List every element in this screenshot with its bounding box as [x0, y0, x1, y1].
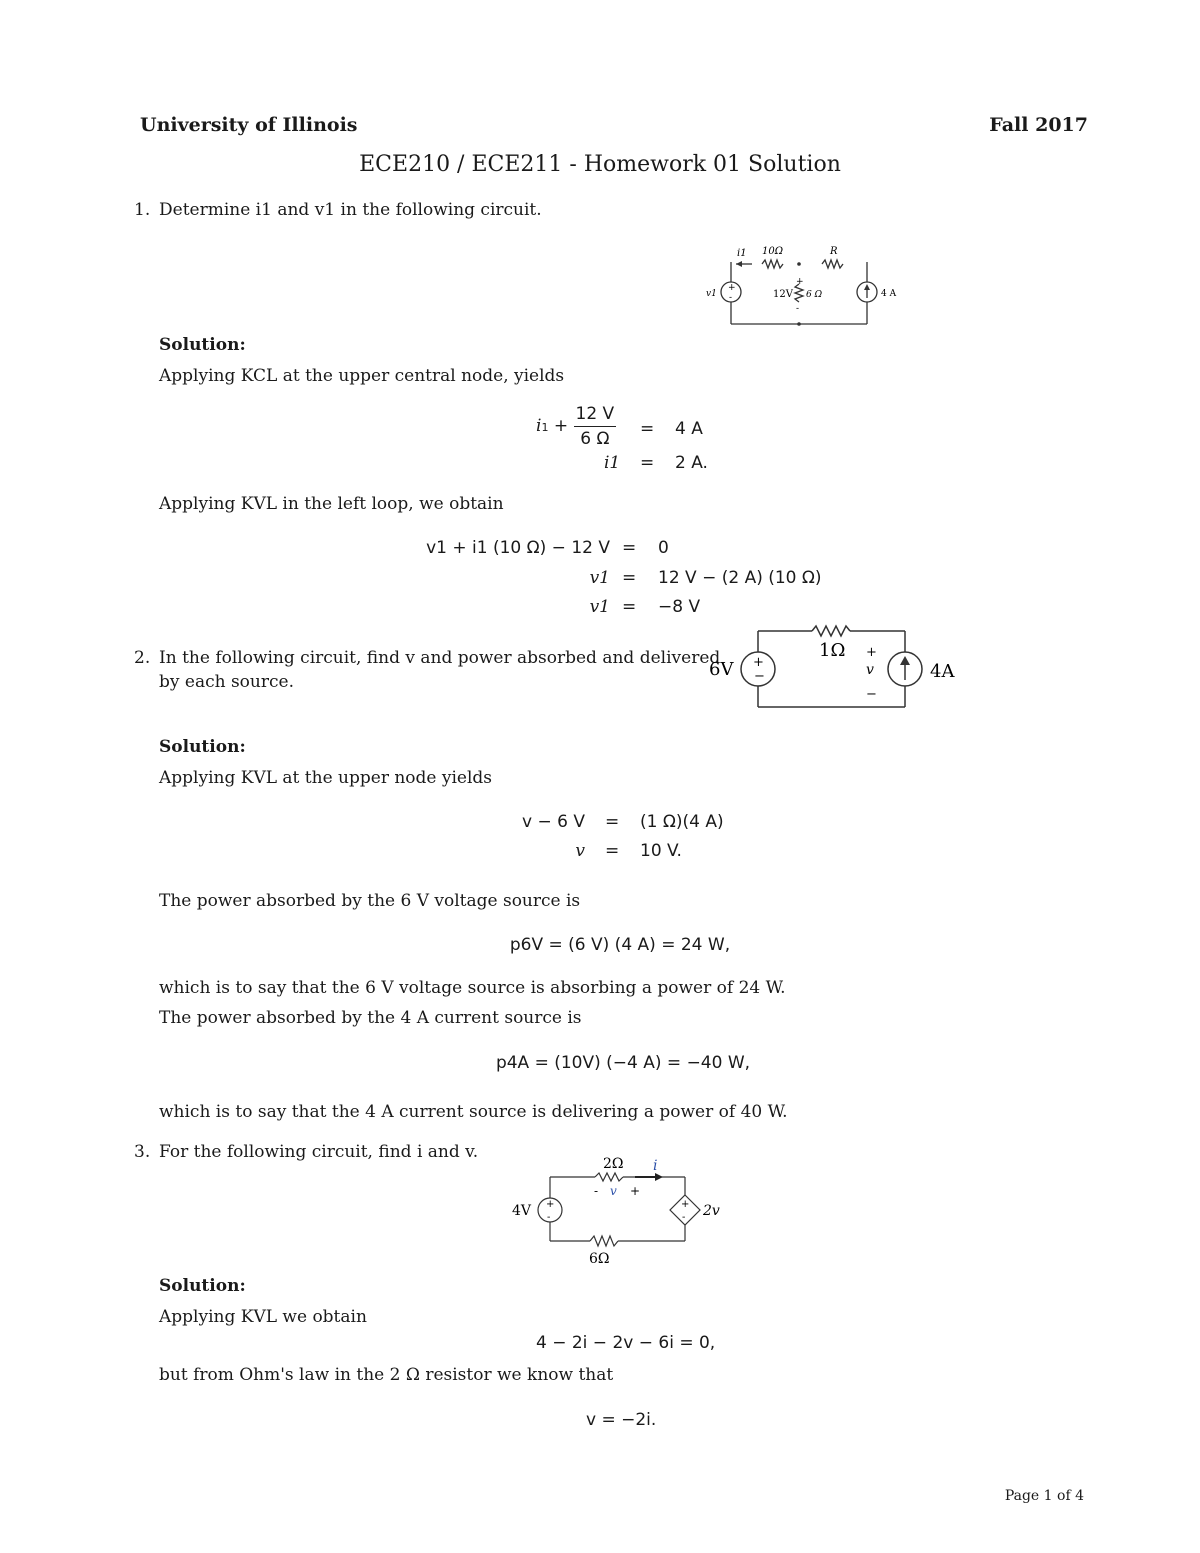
p1-frac-num: 12 V [574, 404, 617, 427]
problem-2-number: 2. [134, 648, 151, 668]
problem-1-prompt: Determine i1 and v1 in the following circuit. [159, 200, 542, 220]
page-title: ECE210 / ECE211 - Homework 01 Solution [359, 152, 841, 177]
i-label: i [653, 1158, 658, 1174]
svg-text:+: + [753, 655, 764, 670]
p3-eq-1: 4 − 2i − 2v − 6i = 0, [536, 1333, 716, 1353]
r10-label: 10Ω [762, 246, 784, 257]
p1-eq-4-lhs: v1 [589, 568, 610, 588]
v12-label: 12V [773, 289, 793, 300]
term: Fall 2017 [989, 114, 1088, 136]
p1-text-2: Applying KVL in the left loop, we obtain [159, 494, 504, 514]
v6-label: 6V [709, 659, 734, 680]
p1-eq-3-rhs: 0 [658, 538, 669, 558]
i4a-label: 4A [930, 661, 955, 682]
p2-text-4: The power absorbed by the 4 A current source is [159, 1008, 582, 1028]
p1-eq-4-rhs: 12 V − (2 A) (10 Ω) [658, 568, 822, 588]
svg-text:+: + [728, 283, 736, 293]
svg-text:+: + [630, 1184, 641, 1198]
p1-eq-2-lhs: i1 [604, 453, 621, 473]
r6-label: 6 Ω [806, 290, 823, 300]
svg-text:−: − [754, 669, 765, 684]
dep-src-label: 2v [703, 1203, 720, 1219]
p1-eq-1-rhs: 4 A [675, 419, 703, 439]
p2-eq-3: p6V = (6 V) (4 A) = 24 W, [509, 935, 731, 955]
v-minus: − [866, 687, 877, 702]
r6-bottom-label: 6Ω [589, 1251, 610, 1267]
r1-label: 1Ω [819, 640, 846, 661]
svg-text:+: + [681, 1199, 690, 1210]
solution-label-2: Solution: [159, 737, 246, 757]
problem-2-prompt-line-1: In the following circuit, find v and power absorbed and delivered [159, 648, 721, 668]
p2-text-1: Applying KVL at the upper node yields [159, 768, 493, 788]
v4-label: 4V [512, 1203, 532, 1219]
i1-label: i1 [737, 248, 747, 259]
solution-label-3: Solution: [159, 1276, 246, 1296]
v1-label: v1 [706, 289, 717, 299]
p2-text-2: The power absorbed by the 6 V voltage source is [159, 891, 581, 911]
svg-text:-: - [796, 304, 800, 314]
p2-text-3: which is to say that the 6 V voltage source is absorbing a power of 24 W. [159, 978, 786, 998]
r-label: R [830, 246, 838, 257]
p1-eq-2-rhs: 2 A. [675, 453, 708, 473]
p2-eq-2-lhs: v [575, 841, 585, 861]
page-number: Page 1 of 4 [1004, 1488, 1084, 1504]
v-label: v [866, 662, 874, 678]
p1-eq-5-lhs: v1 [589, 597, 610, 617]
svg-text:-: - [547, 1212, 551, 1223]
problem-2-prompt-line-2: by each source. [159, 672, 294, 692]
circuit-diagram-3 [505, 1150, 735, 1270]
p1-eq-1-lhs: i1 + $\frac{12 V}{6 \Omega}$ [536, 404, 615, 449]
p2-eq-1-rhs: (1 Ω)(4 A) [640, 812, 724, 832]
problem-3-number: 3. [134, 1142, 151, 1162]
university-name: University of Illinois [140, 114, 358, 136]
p1-eq-5-rhs: −8 V [658, 597, 701, 617]
solution-label-1: Solution: [159, 335, 246, 355]
v-drop-label: v [610, 1184, 617, 1198]
p1-eq-3-lhs: v1 + i1 (10 Ω) − 12 V [426, 538, 610, 558]
svg-text:-: - [729, 293, 733, 303]
svg-text:-: - [682, 1212, 686, 1223]
p3-eq-2: v = −2i. [586, 1410, 657, 1430]
i4-label: 4 A [881, 289, 897, 299]
circuit-diagram-2 [700, 618, 970, 716]
svg-text:-: - [594, 1184, 599, 1198]
svg-text:+: + [796, 277, 804, 287]
r2-label: 2Ω [603, 1156, 624, 1172]
p3-text-2: but from Ohm's law in the 2 Ω resistor we know that [159, 1365, 614, 1385]
p3-text-1: Applying KVL we obtain [159, 1307, 367, 1327]
problem-3-prompt: For the following circuit, find i and v. [159, 1142, 479, 1162]
p2-eq-4: p4A = (10V) (−4 A) = −40 W, [495, 1053, 751, 1073]
p2-eq-2-rhs: 10 V. [640, 841, 682, 861]
p1-text-1: Applying KCL at the upper central node, yields [159, 366, 565, 386]
v-plus: + [866, 645, 877, 660]
p2-eq-1-lhs: v − 6 V [522, 812, 585, 832]
problem-1-number: 1. [134, 200, 151, 220]
svg-text:+: + [546, 1199, 555, 1210]
p1-frac-den: 6 Ω [580, 429, 610, 449]
circuit-diagram-1 [700, 240, 920, 332]
p2-text-5: which is to say that the 4 A current source is delivering a power of 40 W. [159, 1102, 788, 1122]
